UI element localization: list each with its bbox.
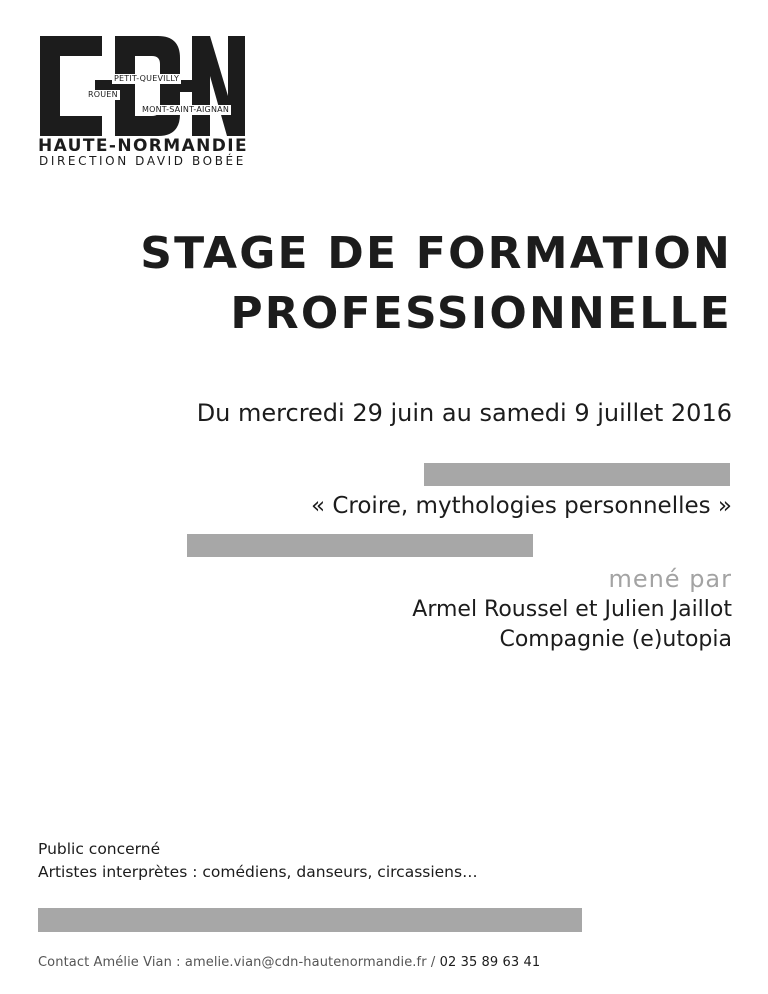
led-by-label: mené par xyxy=(608,565,732,593)
contact-phone: 02 35 89 63 41 xyxy=(439,955,541,970)
decorative-bar-bottom xyxy=(38,908,582,932)
title-line-1: STAGE DE FORMATION xyxy=(140,228,732,279)
logo-direction: DIRECTION DAVID BOBÉE xyxy=(39,154,246,168)
cdn-logo-graphic xyxy=(40,36,250,136)
led-by-names: Armel Roussel et Julien Jaillot xyxy=(412,597,732,622)
contact-line xyxy=(38,955,540,970)
decorative-bar-middle xyxy=(187,534,533,557)
dates: Du mercredi 29 juin au samedi 9 juillet 2016 xyxy=(196,399,732,427)
logo-region: HAUTE-NORMANDIE xyxy=(38,136,249,156)
page-title xyxy=(140,224,732,344)
theme-title: « Croire, mythologies personnelles » xyxy=(310,493,732,519)
logo-place-petit-quevilly: PETIT-QUEVILLY xyxy=(114,74,180,83)
cdn-logo xyxy=(40,36,250,136)
logo-place-mont-saint-aignan: MONT-SAINT-AIGNAN xyxy=(142,105,230,114)
contact-text: Contact Amélie Vian : amelie.vian@cdn-hautenormandie.fr / xyxy=(38,955,440,970)
audience-label: Public concerné xyxy=(38,840,161,858)
audience-value: Artistes interprètes : comédiens, danseurs, circassiens… xyxy=(38,863,478,881)
logo-place-rouen: ROUEN xyxy=(88,90,118,99)
decorative-bar-top xyxy=(424,463,730,486)
led-by-company: Compagnie (e)utopia xyxy=(499,627,732,652)
title-line-2: PROFESSIONNELLE xyxy=(230,288,732,339)
